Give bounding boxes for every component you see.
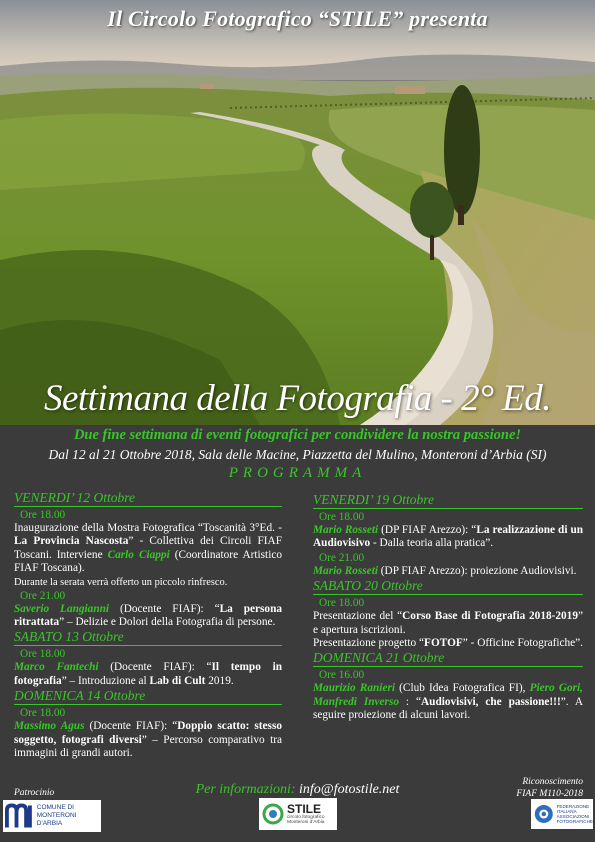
programma-heading: PROGRAMMA xyxy=(228,465,367,481)
event-time: Ore 18.00 xyxy=(319,597,365,610)
comune-emblem-icon xyxy=(5,802,34,830)
talk-title: Doppio scatto: stesso soggetto, fotografi diversi xyxy=(14,720,283,746)
fiaf-logo xyxy=(531,799,593,829)
recognition-title: Riconoscimento xyxy=(522,777,583,787)
text: (Docente FIAF): “ xyxy=(98,661,212,674)
text: ” e apertura iscrizioni. xyxy=(313,610,583,636)
recognition-code: FIAF M110-2018 xyxy=(516,789,583,799)
day-heading: DOMENICA 14 Ottobre xyxy=(14,688,282,705)
lab-title: Lab di Cult xyxy=(149,674,206,687)
text: ” – Introduzione al xyxy=(61,674,150,687)
program-left-column xyxy=(14,490,282,760)
talk-title: Il tempo in fotografia xyxy=(14,661,282,687)
text: ” - Collettiva dei Circoli FIAF Toscani. Interviene xyxy=(14,535,283,561)
talk-title: La realizzazione di un Audiovisivo xyxy=(313,524,584,550)
event-time: Ore 18.00 xyxy=(20,509,66,521)
event-description xyxy=(313,682,583,722)
speaker-name: Maurizio Ranieri xyxy=(313,682,395,695)
fiaf-emblem-icon xyxy=(533,802,555,826)
stile-name: STILE xyxy=(287,801,322,816)
fiaf-line: ITALIANA xyxy=(556,808,577,814)
event-time: Ore 21.00 xyxy=(319,551,365,564)
comune-line: MONTERONI D'ARBIA xyxy=(36,812,77,827)
talk-title: La persona ritrattata xyxy=(14,602,282,629)
speaker-name: Mario Rosseti xyxy=(313,564,378,577)
text: : “ xyxy=(399,695,422,708)
recognition-label xyxy=(516,776,583,800)
event-dates: Dal 12 al 21 Ottobre 2018, Sala delle Macine, Piazzetta del Mulino, Monteroni d’Arbia (SI) xyxy=(48,447,547,462)
speaker-name: Piero Gori, Manfredi Inverso xyxy=(313,682,583,708)
email-link[interactable]: info@fotostile.net xyxy=(299,782,400,797)
event-time: Ore 16.00 xyxy=(319,669,365,682)
speaker-name: Marco Fantechi xyxy=(14,661,99,674)
event-time: Ore 21.00 xyxy=(20,589,66,602)
subtitle: Due fine settimana di eventi fotografici per condividere la nostra passione! xyxy=(73,427,522,443)
fiaf-line: FOTOGRAFICHE xyxy=(556,819,593,825)
info-label: Per informazioni: xyxy=(195,782,300,797)
talk-title: Audiovisivi, che passione!!! xyxy=(421,695,561,708)
text: - Dalla teoria alla pratica”. xyxy=(370,537,494,550)
text: (DP FIAF Arezzo): proiezione Audiovisivi. xyxy=(377,564,577,577)
text: 2019. xyxy=(205,674,234,687)
presenter-heading: Il Circolo Fotografico “STILE” presenta xyxy=(107,6,488,31)
event-description xyxy=(313,565,583,578)
event-note: Durante la serata verrà offerto un piccolo rinfresco. xyxy=(14,576,228,588)
project-title: FOTOF xyxy=(424,637,463,650)
event-description xyxy=(14,603,282,630)
event-time: Ore 18.00 xyxy=(20,648,66,661)
contact-info xyxy=(0,782,595,798)
day-heading: DOMENICA 21 Ottobre xyxy=(313,650,583,667)
text: (Coordinatore Artistico FIAF Toscana). xyxy=(14,548,282,575)
fiaf-line: ASSOCIAZIONI xyxy=(556,814,590,819)
event-description xyxy=(14,661,282,688)
day-heading: SABATO 20 Ottobre xyxy=(313,578,583,595)
stile-logo xyxy=(259,798,337,830)
text: ” – Percorso comparativo tra immagini di grandi autori. xyxy=(14,733,282,760)
stile-subtitle: circolo fotografico xyxy=(287,814,325,820)
event-description xyxy=(14,720,282,760)
event-description xyxy=(313,610,583,650)
patronage-label: Patrocinio xyxy=(14,788,55,798)
text: Presentazione del “ xyxy=(313,610,403,623)
day-heading: SABATO 13 Ottobre xyxy=(14,629,282,646)
fiaf-line: FEDERAZIONE xyxy=(556,803,590,809)
text: (Club Idea Fotografica FI), xyxy=(395,682,530,695)
text: Inaugurazione della Mostra Fotografica “Toscanità 3°Ed. - xyxy=(14,522,282,534)
text: (Docente FIAF): “ xyxy=(84,720,178,733)
text: ”. A seguire proiezione di alcuni lavori. xyxy=(313,695,583,722)
event-description xyxy=(313,524,583,551)
text: Presentazione progetto “ xyxy=(313,637,425,650)
text: ” – Delizie e Dolori della Fotografia di persone. xyxy=(59,616,276,629)
comune-logo xyxy=(3,800,101,832)
day-heading: VENERDI’ 19 Ottobre xyxy=(313,492,583,509)
day-heading: VENERDI’ 12 Ottobre xyxy=(14,490,282,507)
text: ” - Officine Fotografiche”. xyxy=(462,637,584,650)
event-description xyxy=(14,522,282,576)
page-title: Settimana della Fotografia - 2° Ed. xyxy=(43,378,552,419)
speaker-name: Mario Rosseti xyxy=(313,524,379,536)
text: (DP FIAF Arezzo): “ xyxy=(378,524,477,536)
course-title: Corso Base di Fotografia 2018-2019 xyxy=(402,610,578,623)
exhibition-title: La Provincia Nascosta xyxy=(14,535,129,548)
speaker-name: Carlo Ciappi xyxy=(107,548,170,561)
event-time: Ore 18.00 xyxy=(20,707,66,720)
speaker-name: Massimo Agus xyxy=(14,720,85,733)
text: (Docente FIAF): “ xyxy=(109,602,220,615)
speaker-name: Saverio Langianni xyxy=(14,602,110,615)
comune-line: COMUNE DI xyxy=(36,804,74,811)
event-time: Ore 18.00 xyxy=(319,511,365,523)
camera-shutter-icon xyxy=(262,802,284,826)
stile-subtitle: Monteroni d'Arbia xyxy=(287,820,325,825)
program-right-column xyxy=(313,492,583,723)
